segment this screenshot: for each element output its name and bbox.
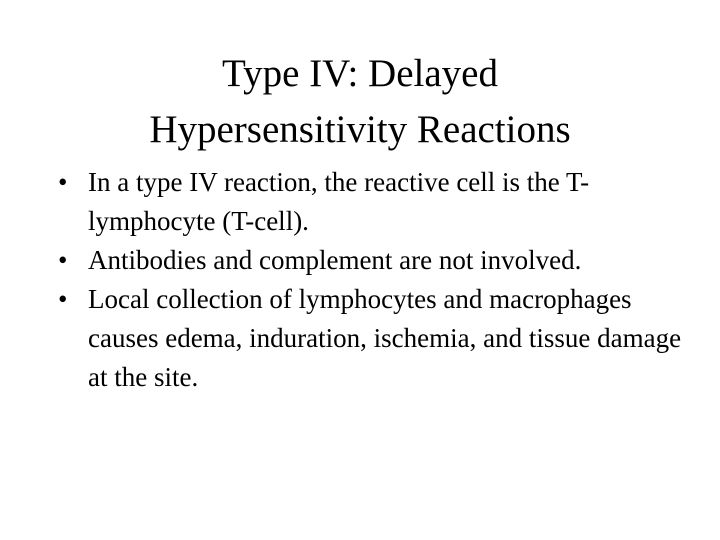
slide-title-line-2: Hypersensitivity Reactions — [149, 108, 571, 151]
bullet-marker: • — [58, 245, 68, 275]
bullet-marker: • — [58, 167, 68, 197]
bullet-text: Local collection of lymphocytes and macrophages causes edema, induration, ischemia, and tissue damage at the site. — [88, 284, 682, 392]
bullet-text: In a type IV reaction, the reactive cell is the T-lymphocyte (T-cell). — [88, 167, 590, 236]
slide-title-line-1: Type IV: Delayed — [222, 52, 498, 95]
bullet-item — [58, 241, 698, 280]
bullet-item — [58, 280, 698, 397]
slide-title — [40, 46, 680, 158]
bullet-marker: • — [58, 284, 68, 314]
bullet-text: Antibodies and complement are not involved. — [88, 245, 582, 275]
bullet-item — [58, 163, 698, 241]
bullet-list — [58, 163, 698, 397]
